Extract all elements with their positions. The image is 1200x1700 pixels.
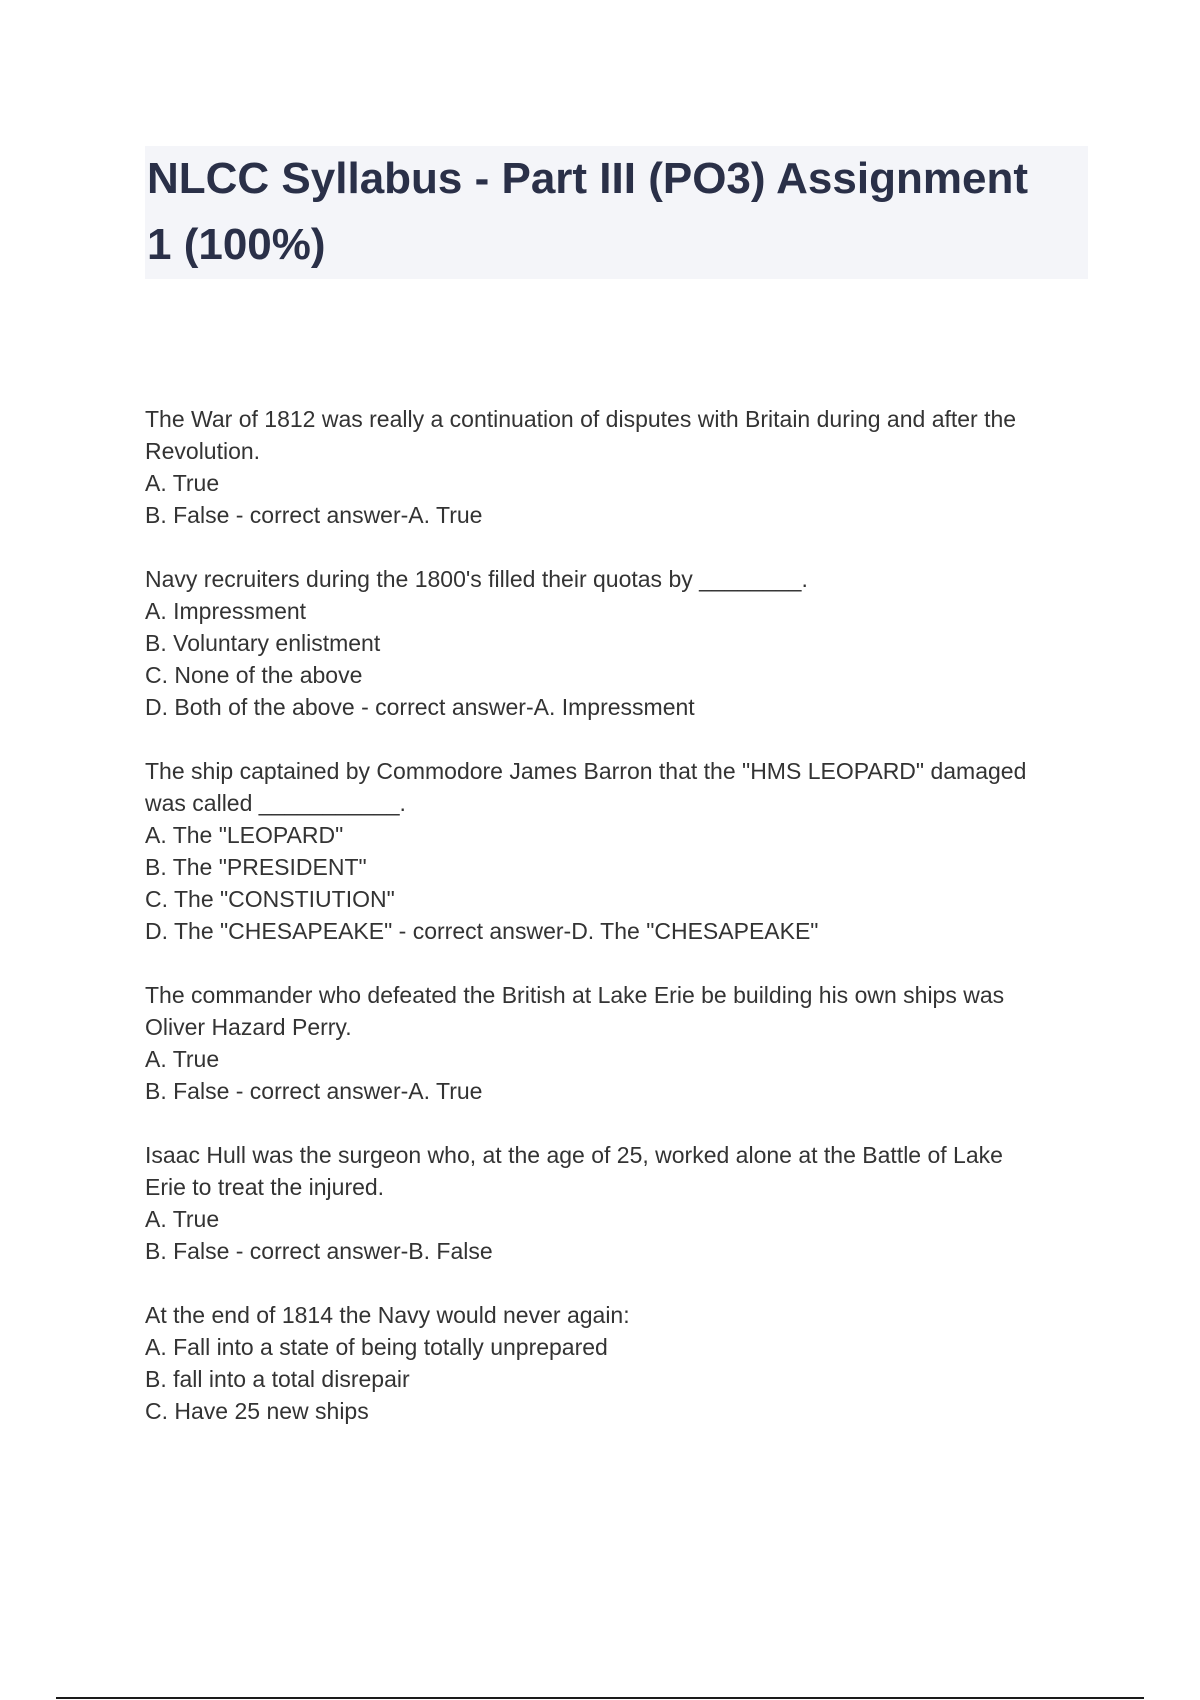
answer-option-with-correct-answer: D. Both of the above - correct answer-A. Impressment: [145, 694, 695, 720]
question-text: The War of 1812 was really a continuation of disputes with Britain during and after the: [145, 406, 1017, 432]
answer-option: A. True: [145, 1206, 220, 1232]
question-6: [145, 1299, 1085, 1427]
question-text: Navy recruiters during the 1800's filled their quotas by ________.: [145, 566, 808, 592]
answer-option: A. The "LEOPARD": [145, 822, 344, 848]
answer-option-with-correct-answer: B. False - correct answer-A. True: [145, 502, 483, 528]
question-text: was called ___________.: [145, 790, 406, 816]
page-title-line-1: NLCC Syllabus - Part III (PO3) Assignment: [147, 154, 1028, 203]
question-text: The commander who defeated the British at Lake Erie be building his own ships was: [145, 982, 1005, 1008]
answer-option: B. The "PRESIDENT": [145, 854, 367, 880]
page-title-line-2: 1 (100%): [147, 220, 326, 269]
answer-option: A. True: [145, 1046, 220, 1072]
page-title: [147, 146, 1088, 278]
question-3: [145, 755, 1085, 947]
answer-option-with-correct-answer: B. False - correct answer-A. True: [145, 1078, 483, 1104]
question-text: At the end of 1814 the Navy would never again:: [145, 1302, 630, 1328]
question-text: Oliver Hazard Perry.: [145, 1014, 352, 1040]
question-4: [145, 979, 1085, 1107]
question-1: [145, 403, 1085, 531]
question-list: [145, 403, 1085, 1459]
answer-option-with-correct-answer: D. The "CHESAPEAKE" - correct answer-D. The "CHESAPEAKE": [145, 918, 819, 944]
answer-option: A. True: [145, 470, 220, 496]
answer-option-with-correct-answer: B. False - correct answer-B. False: [145, 1238, 493, 1264]
question-2: [145, 563, 1085, 723]
title-banner: [145, 146, 1088, 279]
answer-option: C. The "CONSTIUTION": [145, 886, 395, 912]
answer-option: C. Have 25 new ships: [145, 1398, 369, 1424]
question-text: Erie to treat the injured.: [145, 1174, 385, 1200]
answer-option: B. Voluntary enlistment: [145, 630, 381, 656]
question-text: Isaac Hull was the surgeon who, at the age of 25, worked alone at the Battle of Lake: [145, 1142, 1003, 1168]
question-5: [145, 1139, 1085, 1267]
question-text: The ship captained by Commodore James Barron that the "HMS LEOPARD" damaged: [145, 758, 1027, 784]
page-bottom-rule: [56, 1697, 1144, 1699]
answer-option: A. Fall into a state of being totally unprepared: [145, 1334, 608, 1360]
answer-option: A. Impressment: [145, 598, 307, 624]
answer-option: C. None of the above: [145, 662, 363, 688]
answer-option: B. fall into a total disrepair: [145, 1366, 410, 1392]
question-text: Revolution.: [145, 438, 261, 464]
